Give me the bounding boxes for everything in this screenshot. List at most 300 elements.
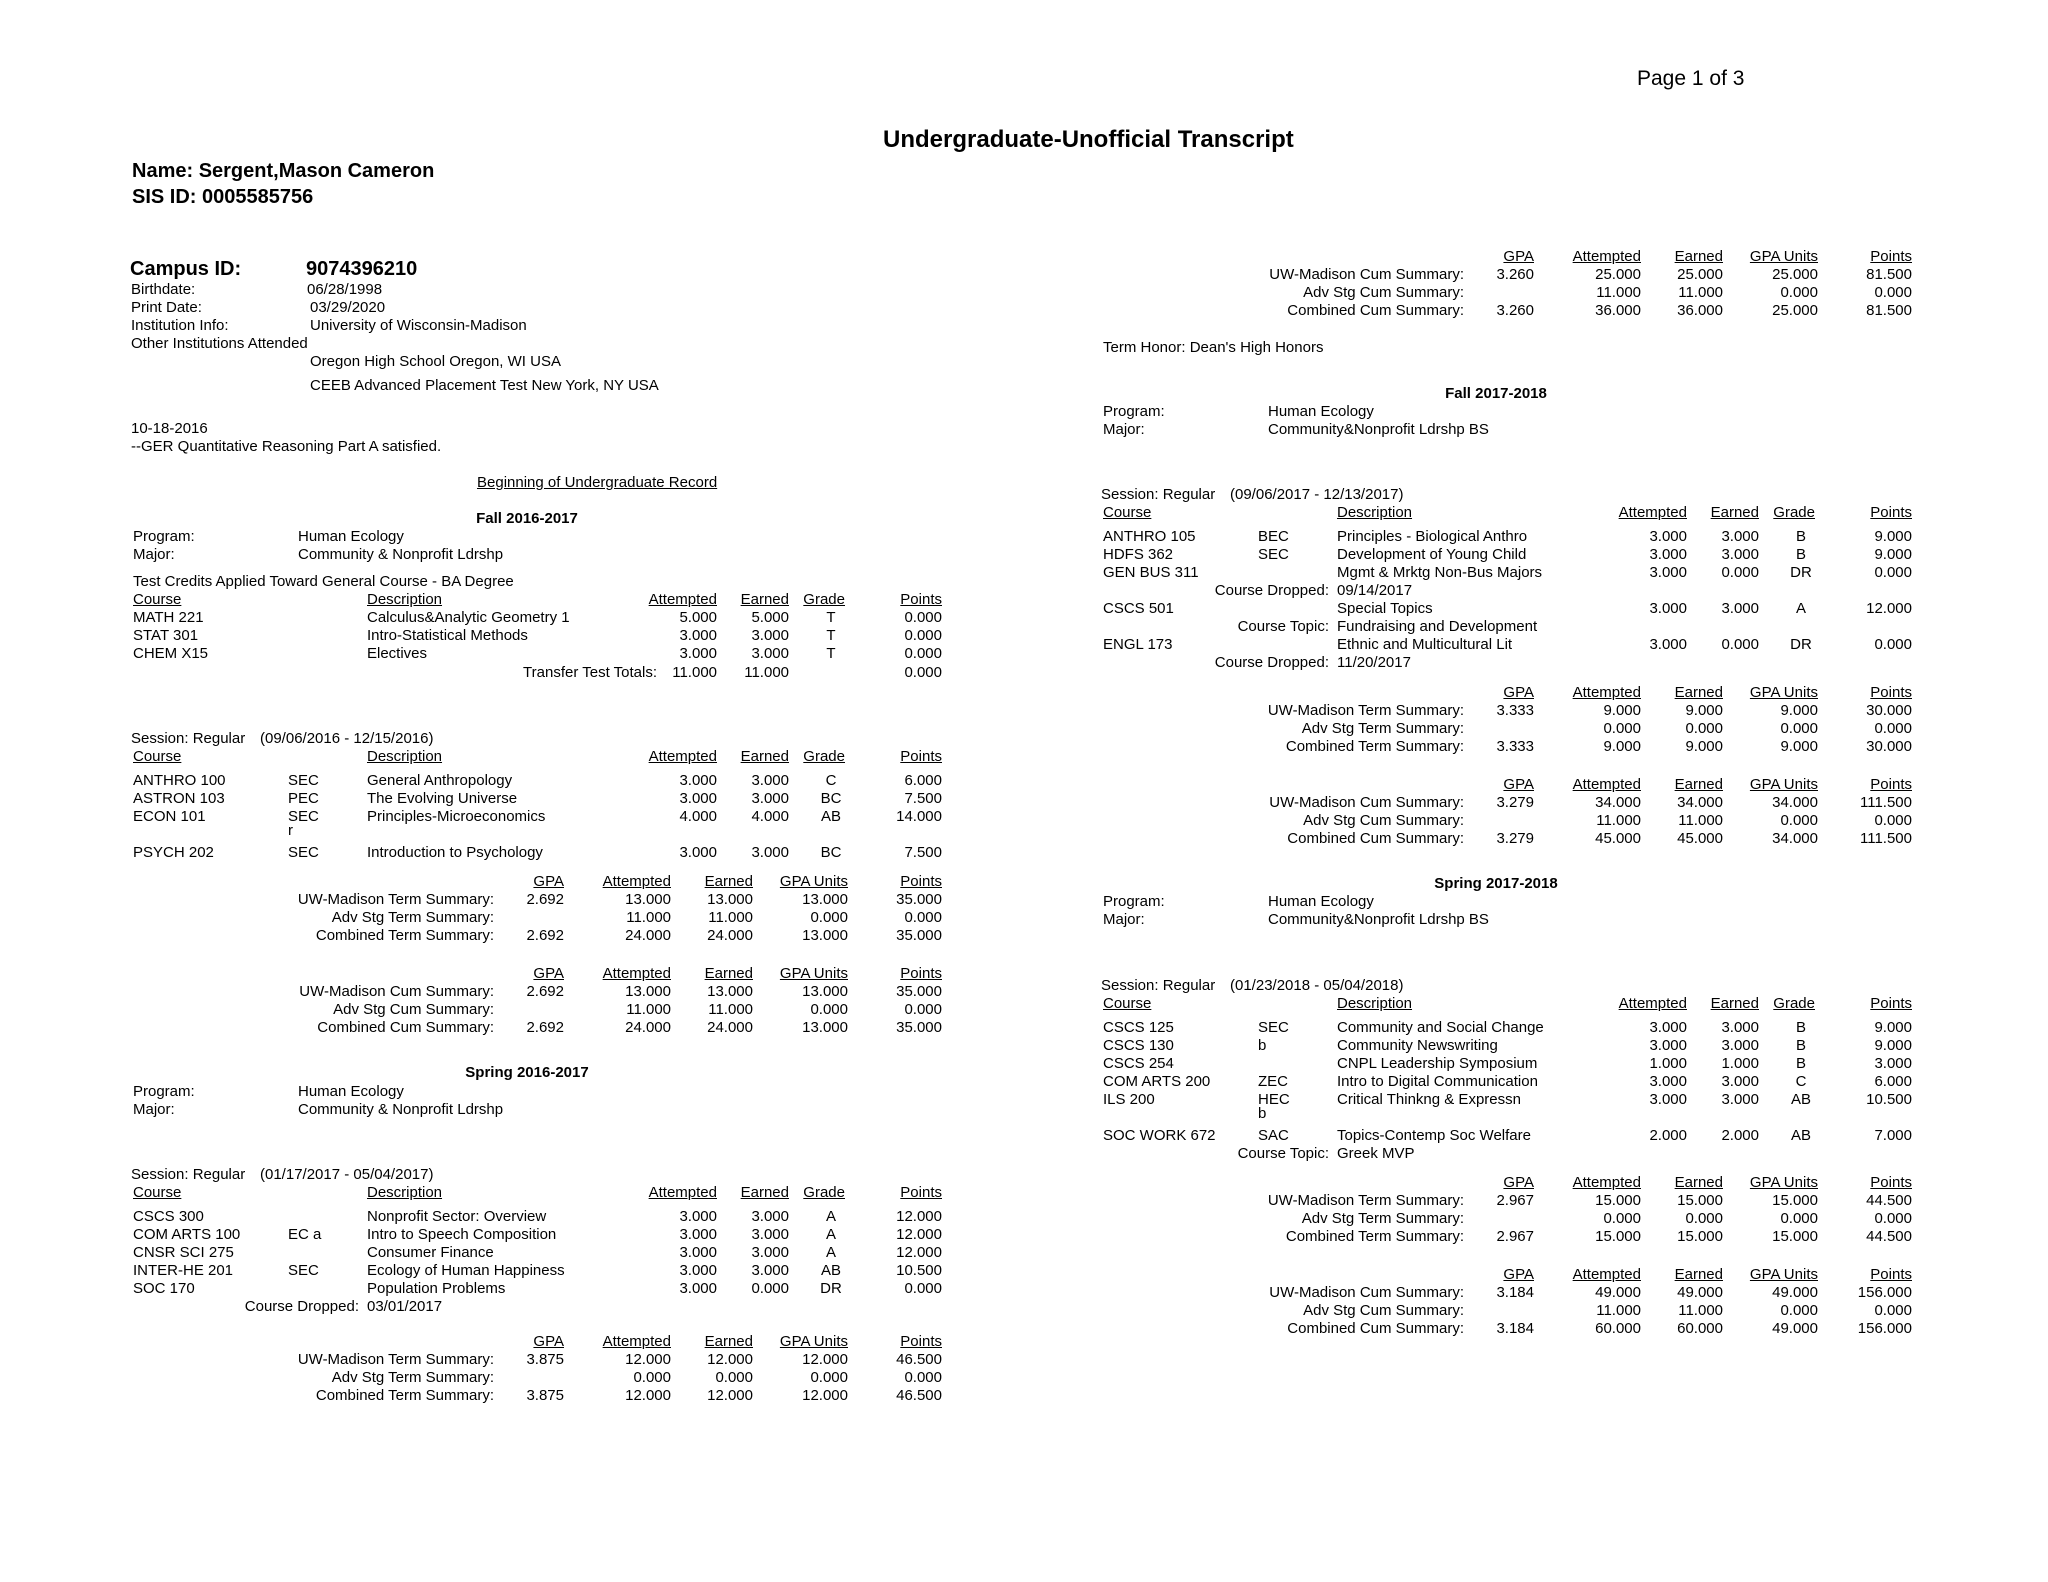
other-institution-2: CEEB Advanced Placement Test New York, NY USA xyxy=(310,377,659,394)
fall2016-test-points: 0.000 xyxy=(904,609,942,626)
fall2016-earned: 3.000 xyxy=(751,844,789,861)
spring2018-earned: 3.000 xyxy=(1721,1091,1759,1108)
fall2017-cum-summary-points-header: Points xyxy=(1870,776,1912,793)
fall2016-test-description-header: Description xyxy=(367,591,443,608)
institution-label: Institution Info: xyxy=(131,317,229,334)
spring2018-course-title: Community and Social Change xyxy=(1337,1019,1544,1036)
test-credits-heading: Test Credits Applied Toward General Course - BA Degree xyxy=(133,573,514,590)
fall2017-earned: 0.000 xyxy=(1721,564,1759,581)
fall2016-attempted: 3.000 xyxy=(679,772,717,789)
fall2016-test-course-code: MATH 221 xyxy=(133,609,204,626)
spring2017-session-label: Session: Regular xyxy=(131,1166,246,1183)
fall2017-cum-summary-gpa-units-header: GPA Units xyxy=(1749,776,1818,793)
fall2017-cum-summary-attempted: 11.000 xyxy=(1596,812,1641,829)
spring2017-points-header: Points xyxy=(900,1184,942,1201)
fall2017-attempted-header: Attempted xyxy=(1618,504,1687,521)
spring2018-course-header: Course xyxy=(1103,995,1152,1012)
fall2016-test-points: 0.000 xyxy=(904,627,942,644)
page-number: Page 1 of 3 xyxy=(1637,67,1745,90)
spring2017-cum-summary-row-label: Adv Stg Cum Summary: xyxy=(1303,284,1464,301)
fall2016-attempted-header: Attempted xyxy=(648,748,717,765)
spring2017-term-summary-row-label: Adv Stg Term Summary: xyxy=(331,1369,494,1386)
fall2017-course-title: Ethnic and Multicultural Lit xyxy=(1337,636,1513,653)
fall2017-course-title: Development of Young Child xyxy=(1337,546,1527,563)
spring2017-session-dates: (01/17/2017 - 05/04/2017) xyxy=(260,1166,434,1183)
fall2017-program-label: Program: xyxy=(1103,403,1165,420)
fall2017-term-summary-gpa-units: 9.000 xyxy=(1780,738,1818,755)
fall2017-course-code: ANTHRO 105 xyxy=(1103,528,1196,545)
spring2017-attempted: 3.000 xyxy=(679,1244,717,1261)
fall2017-attempted: 3.000 xyxy=(1649,546,1687,563)
fall2017-earned: 3.000 xyxy=(1721,600,1759,617)
spring2017-term-summary-earned: 0.000 xyxy=(715,1369,753,1386)
spring2017-attempted-header: Attempted xyxy=(648,1184,717,1201)
fall2017-term-summary-attempted-header: Attempted xyxy=(1572,684,1641,701)
spring2018-cum-summary-attempted: 60.000 xyxy=(1595,1320,1641,1337)
fall2017-course-title: Principles - Biological Anthro xyxy=(1337,528,1528,545)
fall2017-term-summary-attempted: 9.000 xyxy=(1603,702,1641,719)
fall2016-term-summary-points: 35.000 xyxy=(896,891,942,908)
birthdate-label: Birthdate: xyxy=(131,281,196,298)
spring2017-grade-header: Grade xyxy=(803,1184,845,1201)
fall2016-requirement-code: SEC xyxy=(288,808,319,825)
spring2018-course-code: CSCS 254 xyxy=(1103,1055,1174,1072)
spring2017-description-header: Description xyxy=(367,1184,443,1201)
spring2017-course-code: CSCS 300 xyxy=(133,1208,204,1225)
spring2018-points: 3.000 xyxy=(1874,1055,1912,1072)
fall2016-test-earned: 3.000 xyxy=(751,627,789,644)
spring2017-dropped-date: 03/01/2017 xyxy=(367,1298,443,1315)
spring2018-term-summary-points-header: Points xyxy=(1870,1174,1912,1191)
fall2017-cum-summary-earned-header: Earned xyxy=(1674,776,1723,793)
spring2018-cum-summary-points: 156.000 xyxy=(1857,1284,1912,1301)
fall2017-course-code: ENGL 173 xyxy=(1103,636,1173,653)
spring2018-cum-summary-row-label: UW-Madison Cum Summary: xyxy=(1269,1284,1464,1301)
fall2016-cum-summary-gpa: 2.692 xyxy=(526,1019,564,1036)
fall2017-cum-summary-gpa: 3.279 xyxy=(1496,794,1534,811)
fall2016-grade-header: Grade xyxy=(803,748,845,765)
fall2017-major-label: Major: xyxy=(1103,421,1145,438)
spring2018-term-summary-earned: 15.000 xyxy=(1677,1228,1723,1245)
fall2016-cum-summary-row-label: Adv Stg Cum Summary: xyxy=(333,1001,494,1018)
fall2017-cum-summary-row-label: UW-Madison Cum Summary: xyxy=(1269,794,1464,811)
spring2018-course-code: CSCS 125 xyxy=(1103,1019,1174,1036)
fall2016-points: 6.000 xyxy=(904,772,942,789)
fall2017-term-summary-row-label: UW-Madison Term Summary: xyxy=(1267,702,1464,719)
spring2018-cum-summary-points-header: Points xyxy=(1870,1266,1912,1283)
spring2017-term-summary-row-label: UW-Madison Term Summary: xyxy=(297,1351,494,1368)
fall2016-term-summary-attempted: 24.000 xyxy=(625,927,671,944)
fall2016-test-course-title: Calculus&Analytic Geometry 1 xyxy=(367,609,570,626)
campus-id: 9074396210 xyxy=(306,258,418,280)
fall2016-cum-summary-row-label: UW-Madison Cum Summary: xyxy=(299,983,494,1000)
spring2018-requirement-code: SAC xyxy=(1258,1127,1289,1144)
fall2016-test-grade: T xyxy=(826,645,836,662)
fall2016-test-attempted: 5.000 xyxy=(679,609,717,626)
spring2018-course-title: Community Newswriting xyxy=(1337,1037,1498,1054)
spring2017-grade: AB xyxy=(820,1262,841,1279)
spring2017-requirement-code: EC a xyxy=(288,1226,322,1243)
fall2017-cum-summary-gpa-units: 34.000 xyxy=(1772,830,1818,847)
fall2016-points-header: Points xyxy=(900,748,942,765)
other-institutions-label: Other Institutions Attended xyxy=(131,335,308,352)
fall2017-points: 9.000 xyxy=(1874,528,1912,545)
spring2017-course-code: CNSR SCI 275 xyxy=(133,1244,234,1261)
fall2017-course-title: Mgmt & Mrktg Non-Bus Majors xyxy=(1337,564,1543,581)
fall2017-term-summary-points: 0.000 xyxy=(1874,720,1912,737)
fall2017-attempted: 3.000 xyxy=(1649,528,1687,545)
fall2016-course-code: ECON 101 xyxy=(133,808,206,825)
fall2017-cum-summary-earned: 34.000 xyxy=(1677,794,1723,811)
spring2018-earned: 3.000 xyxy=(1721,1037,1759,1054)
fall2016-term-summary-gpa-header: GPA xyxy=(533,873,564,890)
spring2017-attempted: 3.000 xyxy=(679,1226,717,1243)
transfer-points: 0.000 xyxy=(904,664,942,681)
fall2016-test-points: 0.000 xyxy=(904,645,942,662)
spring2018-cum-summary-row-label: Adv Stg Cum Summary: xyxy=(1303,1302,1464,1319)
term-title-fall-2017: Fall 2017-2018 xyxy=(1445,385,1547,402)
spring2018-major: Community&Nonprofit Ldrshp BS xyxy=(1268,911,1489,928)
fall2016-points: 14.000 xyxy=(896,808,942,825)
fall2017-term-summary-row-label: Combined Term Summary: xyxy=(1285,738,1464,755)
fall2016-term-summary-points: 35.000 xyxy=(896,927,942,944)
fall2016-term-summary-points-header: Points xyxy=(900,873,942,890)
term-honor: Term Honor: Dean's High Honors xyxy=(1103,339,1324,356)
fall2017-attempted: 3.000 xyxy=(1649,600,1687,617)
spring2017-term-summary-points: 0.000 xyxy=(904,1369,942,1386)
spring2018-attempted: 1.000 xyxy=(1649,1055,1687,1072)
fall2017-points: 0.000 xyxy=(1874,636,1912,653)
fall2016-cum-summary-earned: 24.000 xyxy=(707,1019,753,1036)
fall2016-course-title: General Anthropology xyxy=(367,772,513,789)
fall2017-term-summary-gpa-units: 0.000 xyxy=(1780,720,1818,737)
spring2017-cum-summary-earned: 36.000 xyxy=(1677,302,1723,319)
spring2017-term-summary-gpa: 3.875 xyxy=(526,1387,564,1404)
fall2016-cum-summary-gpa-header: GPA xyxy=(533,965,564,982)
spring2018-term-summary-earned-header: Earned xyxy=(1674,1174,1723,1191)
fall2017-cum-summary-row-label: Combined Cum Summary: xyxy=(1287,830,1464,847)
fall2016-cum-summary-attempted: 11.000 xyxy=(626,1001,671,1018)
fall2017-term-summary-points: 30.000 xyxy=(1866,702,1912,719)
fall2017-term-summary-points: 30.000 xyxy=(1866,738,1912,755)
fall2017-term-summary-attempted: 9.000 xyxy=(1603,738,1641,755)
fall2017-grade: B xyxy=(1795,546,1806,563)
transfer-attempted: 11.000 xyxy=(672,664,717,681)
spring2017-earned-header: Earned xyxy=(740,1184,789,1201)
spring2018-program-label: Program: xyxy=(1103,893,1165,910)
print-date: 03/29/2020 xyxy=(310,299,386,316)
spring2018-earned: 3.000 xyxy=(1721,1019,1759,1036)
spring2018-cum-summary-attempted: 11.000 xyxy=(1596,1302,1641,1319)
spring2017-major-label: Major: xyxy=(133,1101,175,1118)
spring2018-cum-summary-earned: 11.000 xyxy=(1678,1302,1723,1319)
fall2017-attempted: 3.000 xyxy=(1649,564,1687,581)
fall2017-cum-summary-attempted: 34.000 xyxy=(1595,794,1641,811)
fall2016-term-summary-gpa: 2.692 xyxy=(526,927,564,944)
fall2017-major: Community&Nonprofit Ldrshp BS xyxy=(1268,421,1489,438)
spring2018-points: 7.000 xyxy=(1874,1127,1912,1144)
spring2018-term-summary-gpa-header: GPA xyxy=(1503,1174,1534,1191)
fall2017-course-header: Course xyxy=(1103,504,1152,521)
spring2017-cum-summary-gpa-units: 0.000 xyxy=(1780,284,1818,301)
spring2017-cum-summary-attempted: 25.000 xyxy=(1595,266,1641,283)
spring2018-requirement-code-cont: b xyxy=(1258,1105,1267,1122)
spring2018-term-summary-row-label: Adv Stg Term Summary: xyxy=(1301,1210,1464,1227)
spring2018-cum-summary-attempted-header: Attempted xyxy=(1572,1266,1641,1283)
fall2017-points: 9.000 xyxy=(1874,546,1912,563)
spring2018-course-title: Intro to Digital Communication xyxy=(1337,1073,1538,1090)
fall2017-term-summary-gpa: 3.333 xyxy=(1496,738,1534,755)
birthdate: 06/28/1998 xyxy=(307,281,383,298)
spring2018-grade: B xyxy=(1795,1019,1806,1036)
spring2017-cum-summary-gpa: 3.260 xyxy=(1496,302,1534,319)
fall2017-cum-summary-points: 0.000 xyxy=(1874,812,1912,829)
spring2018-term-summary-row-label: UW-Madison Term Summary: xyxy=(1267,1192,1464,1209)
term-title-spring-2017: Spring 2016-2017 xyxy=(465,1064,589,1081)
spring2018-course-code: COM ARTS 200 xyxy=(1103,1073,1211,1090)
spring2017-course-title: Ecology of Human Happiness xyxy=(367,1262,565,1279)
fall2016-term-summary-attempted-header: Attempted xyxy=(602,873,671,890)
spring2017-attempted: 3.000 xyxy=(679,1262,717,1279)
fall2017-term-summary-gpa-units-header: GPA Units xyxy=(1749,684,1818,701)
fall2017-sub-label: Course Dropped: xyxy=(1214,654,1329,671)
fall2016-term-summary-gpa-units: 13.000 xyxy=(802,891,848,908)
fall2017-term-summary-gpa-header: GPA xyxy=(1503,684,1534,701)
fall2017-attempted: 3.000 xyxy=(1649,636,1687,653)
spring2017-cum-summary-row-label: UW-Madison Cum Summary: xyxy=(1269,266,1464,283)
fall2017-cum-summary-points: 111.500 xyxy=(1860,794,1912,811)
spring2018-cum-summary-earned-header: Earned xyxy=(1674,1266,1723,1283)
spring2018-cum-summary-gpa-units: 49.000 xyxy=(1772,1284,1818,1301)
fall2016-test-course-code: STAT 301 xyxy=(133,627,199,644)
spring2017-term-summary-earned-header: Earned xyxy=(704,1333,753,1350)
spring2017-cum-summary-row-label: Combined Cum Summary: xyxy=(1287,302,1464,319)
fall2016-attempted: 3.000 xyxy=(679,790,717,807)
spring2017-cum-summary-points: 0.000 xyxy=(1874,284,1912,301)
spring2017-earned: 3.000 xyxy=(751,1244,789,1261)
fall2017-session-label: Session: Regular xyxy=(1101,486,1216,503)
spring2018-sub-label: Course Topic: xyxy=(1237,1145,1329,1162)
fall2016-attempted: 4.000 xyxy=(679,808,717,825)
fall2016-term-summary-attempted: 13.000 xyxy=(625,891,671,908)
spring2017-points: 10.500 xyxy=(896,1262,942,1279)
spring2018-term-summary-gpa-units-header: GPA Units xyxy=(1749,1174,1818,1191)
spring2017-term-summary-gpa: 3.875 xyxy=(526,1351,564,1368)
fall2016-grade: BC xyxy=(820,844,842,861)
spring2017-cum-summary-earned-header: Earned xyxy=(1674,248,1723,265)
fall2016-program-label: Program: xyxy=(133,528,195,545)
fall2016-major: Community & Nonprofit Ldrshp xyxy=(298,546,504,563)
spring2018-requirement-code: b xyxy=(1258,1037,1267,1054)
fall2017-requirement-code: SEC xyxy=(1258,546,1289,563)
fall2016-cum-summary-gpa-units: 13.000 xyxy=(802,1019,848,1036)
spring2018-attempted: 3.000 xyxy=(1649,1019,1687,1036)
fall2017-term-summary-gpa: 3.333 xyxy=(1496,702,1534,719)
beginning-record: Beginning of Undergraduate Record xyxy=(477,474,718,491)
student-name: Name: Sergent,Mason Cameron xyxy=(132,160,435,182)
spring2018-earned: 3.000 xyxy=(1721,1073,1759,1090)
fall2016-cum-summary-points: 35.000 xyxy=(896,983,942,1000)
fall2016-course-header: Course xyxy=(133,748,182,765)
fall2016-course-title: Principles-Microeconomics xyxy=(367,808,546,825)
spring2018-cum-summary-gpa: 3.184 xyxy=(1496,1284,1534,1301)
spring2018-major-label: Major: xyxy=(1103,911,1145,928)
spring2018-grade: C xyxy=(1795,1073,1807,1090)
fall2017-cum-summary-gpa-header: GPA xyxy=(1503,776,1534,793)
spring2018-course-title: Critical Thinkng & Expressn xyxy=(1337,1091,1521,1108)
spring2017-cum-summary-points: 81.500 xyxy=(1866,266,1912,283)
spring2018-cum-summary-row-label: Combined Cum Summary: xyxy=(1287,1320,1464,1337)
fall2017-program: Human Ecology xyxy=(1268,403,1374,420)
fall2017-sub-label: Course Dropped: xyxy=(1214,582,1329,599)
fall2016-test-earned: 5.000 xyxy=(751,609,789,626)
fall2016-test-attempted: 3.000 xyxy=(679,645,717,662)
spring2018-attempted: 3.000 xyxy=(1649,1091,1687,1108)
fall2017-sub-value: Fundraising and Development xyxy=(1337,618,1538,635)
spring2018-course-code: CSCS 130 xyxy=(1103,1037,1174,1054)
fall2017-term-summary-earned: 9.000 xyxy=(1685,702,1723,719)
fall2016-term-summary-row-label: Combined Term Summary: xyxy=(315,927,494,944)
fall2017-earned: 0.000 xyxy=(1721,636,1759,653)
spring2018-requirement-code: HEC xyxy=(1258,1091,1290,1108)
fall2016-test-course-title: Intro-Statistical Methods xyxy=(367,627,528,644)
document-title: Undergraduate-Unofficial Transcript xyxy=(883,126,1294,153)
fall2016-cum-summary-points: 35.000 xyxy=(896,1019,942,1036)
spring2017-cum-summary-points-header: Points xyxy=(1870,248,1912,265)
spring2017-term-summary-attempted: 12.000 xyxy=(625,1387,671,1404)
spring2018-requirement-code: SEC xyxy=(1258,1019,1289,1036)
spring2018-session-dates: (01/23/2018 - 05/04/2018) xyxy=(1230,977,1404,994)
spring2018-points: 9.000 xyxy=(1874,1037,1912,1054)
spring2017-cum-summary-gpa: 3.260 xyxy=(1496,266,1534,283)
fall2017-cum-summary-gpa-units: 34.000 xyxy=(1772,794,1818,811)
spring2017-cum-summary-earned: 25.000 xyxy=(1677,266,1723,283)
fall2016-test-course-code: CHEM X15 xyxy=(133,645,209,662)
fall2017-grade: B xyxy=(1795,528,1806,545)
fall2017-sub-value: 09/14/2017 xyxy=(1337,582,1413,599)
fall2016-term-summary-earned: 11.000 xyxy=(708,909,753,926)
spring2017-term-summary-points: 46.500 xyxy=(896,1351,942,1368)
spring2017-cum-summary-gpa-units-header: GPA Units xyxy=(1749,248,1818,265)
spring2018-grade: B xyxy=(1795,1037,1806,1054)
spring2018-term-summary-points: 44.500 xyxy=(1866,1228,1912,1245)
spring2017-attempted: 3.000 xyxy=(679,1208,717,1225)
spring2018-requirement-code: ZEC xyxy=(1258,1073,1288,1090)
spring2018-term-summary-attempted: 15.000 xyxy=(1595,1228,1641,1245)
fall2016-major-label: Major: xyxy=(133,546,175,563)
fall2016-term-summary-earned-header: Earned xyxy=(704,873,753,890)
fall2016-requirement-code: PEC xyxy=(288,790,319,807)
fall2016-test-course-title: Electives xyxy=(367,645,428,662)
spring2018-term-summary-earned: 0.000 xyxy=(1685,1210,1723,1227)
fall2017-points: 0.000 xyxy=(1874,564,1912,581)
fall2016-term-summary-gpa-units: 0.000 xyxy=(810,909,848,926)
spring2017-cum-summary-attempted-header: Attempted xyxy=(1572,248,1641,265)
spring2018-grade: AB xyxy=(1790,1091,1811,1108)
fall2016-grade: AB xyxy=(820,808,841,825)
spring2017-course-code: INTER-HE 201 xyxy=(133,1262,234,1279)
spring2017-earned: 3.000 xyxy=(751,1208,789,1225)
fall2016-term-summary-gpa-units: 13.000 xyxy=(802,927,848,944)
spring2018-grade: AB xyxy=(1790,1127,1811,1144)
spring2018-session-label: Session: Regular xyxy=(1101,977,1216,994)
fall2017-term-summary-row-label: Adv Stg Term Summary: xyxy=(1301,720,1464,737)
fall2016-cum-summary-attempted: 24.000 xyxy=(625,1019,671,1036)
spring2017-cum-summary-attempted: 11.000 xyxy=(1596,284,1641,301)
fall2016-description-header: Description xyxy=(367,748,443,765)
print-date-label: Print Date: xyxy=(131,299,202,316)
fall2016-earned-header: Earned xyxy=(740,748,789,765)
spring2018-attempted: 3.000 xyxy=(1649,1073,1687,1090)
spring2017-term-summary-earned: 12.000 xyxy=(707,1387,753,1404)
spring2018-term-summary-gpa-units: 15.000 xyxy=(1772,1228,1818,1245)
spring2017-points: 12.000 xyxy=(896,1244,942,1261)
transfer-earned: 11.000 xyxy=(744,664,789,681)
fall2017-grade-header: Grade xyxy=(1773,504,1815,521)
spring2018-term-summary-row-label: Combined Term Summary: xyxy=(1285,1228,1464,1245)
fall2016-course-code: ANTHRO 100 xyxy=(133,772,226,789)
spring2017-grade: A xyxy=(825,1208,836,1225)
spring2017-term-summary-gpa-header: GPA xyxy=(533,1333,564,1350)
fall2016-course-title: The Evolving Universe xyxy=(367,790,518,807)
fall2016-session-label: Session: Regular xyxy=(131,730,246,747)
fall2017-course-code: CSCS 501 xyxy=(1103,600,1174,617)
spring2018-cum-summary-gpa: 3.184 xyxy=(1496,1320,1534,1337)
spring2018-points: 6.000 xyxy=(1874,1073,1912,1090)
spring2018-points: 10.500 xyxy=(1866,1091,1912,1108)
spring2018-cum-summary-points: 156.000 xyxy=(1857,1320,1912,1337)
spring2017-cum-summary-gpa-header: GPA xyxy=(1503,248,1534,265)
spring2018-cum-summary-attempted: 49.000 xyxy=(1595,1284,1641,1301)
spring2017-course-header: Course xyxy=(133,1184,182,1201)
spring2017-dropped-label: Course Dropped: xyxy=(244,1298,359,1315)
spring2018-course-code: ILS 200 xyxy=(1103,1091,1155,1108)
fall2016-earned: 3.000 xyxy=(751,772,789,789)
fall2016-cum-summary-points: 0.000 xyxy=(904,1001,942,1018)
spring2018-attempted: 2.000 xyxy=(1649,1127,1687,1144)
fall2016-requirement-code-cont: r xyxy=(288,822,293,839)
spring2017-grade: A xyxy=(825,1244,836,1261)
fall2016-grade: C xyxy=(825,772,837,789)
spring2017-points: 0.000 xyxy=(904,1280,942,1297)
fall2016-test-earned-header: Earned xyxy=(740,591,789,608)
spring2017-term-summary-attempted-header: Attempted xyxy=(602,1333,671,1350)
spring2018-attempted: 3.000 xyxy=(1649,1037,1687,1054)
spring2017-cum-summary-attempted: 36.000 xyxy=(1595,302,1641,319)
fall2016-program: Human Ecology xyxy=(298,528,404,545)
spring2017-cum-summary-gpa-units: 25.000 xyxy=(1772,302,1818,319)
spring2017-term-summary-gpa-units-header: GPA Units xyxy=(779,1333,848,1350)
spring2017-course-title: Nonprofit Sector: Overview xyxy=(367,1208,547,1225)
fall2017-cum-summary-attempted: 45.000 xyxy=(1595,830,1641,847)
fall2017-earned: 3.000 xyxy=(1721,528,1759,545)
transfer-test-totals-label: Transfer Test Totals: xyxy=(523,664,657,681)
spring2017-course-title: Population Problems xyxy=(367,1280,506,1297)
spring2017-points: 12.000 xyxy=(896,1226,942,1243)
fall2017-term-summary-gpa-units: 9.000 xyxy=(1780,702,1818,719)
fall2016-test-earned: 3.000 xyxy=(751,645,789,662)
fall2017-grade: DR xyxy=(1790,564,1812,581)
spring2017-requirement-code: SEC xyxy=(288,1262,319,1279)
fall2017-earned-header: Earned xyxy=(1710,504,1759,521)
fall2016-course-code: ASTRON 103 xyxy=(133,790,225,807)
fall2017-grade: DR xyxy=(1790,636,1812,653)
fall2017-cum-summary-earned: 11.000 xyxy=(1678,812,1723,829)
spring2017-course-code: SOC 170 xyxy=(133,1280,195,1297)
spring2018-description-header: Description xyxy=(1337,995,1413,1012)
note-date: 10-18-2016 xyxy=(131,420,208,437)
spring2017-term-summary-gpa-units: 12.000 xyxy=(802,1387,848,1404)
